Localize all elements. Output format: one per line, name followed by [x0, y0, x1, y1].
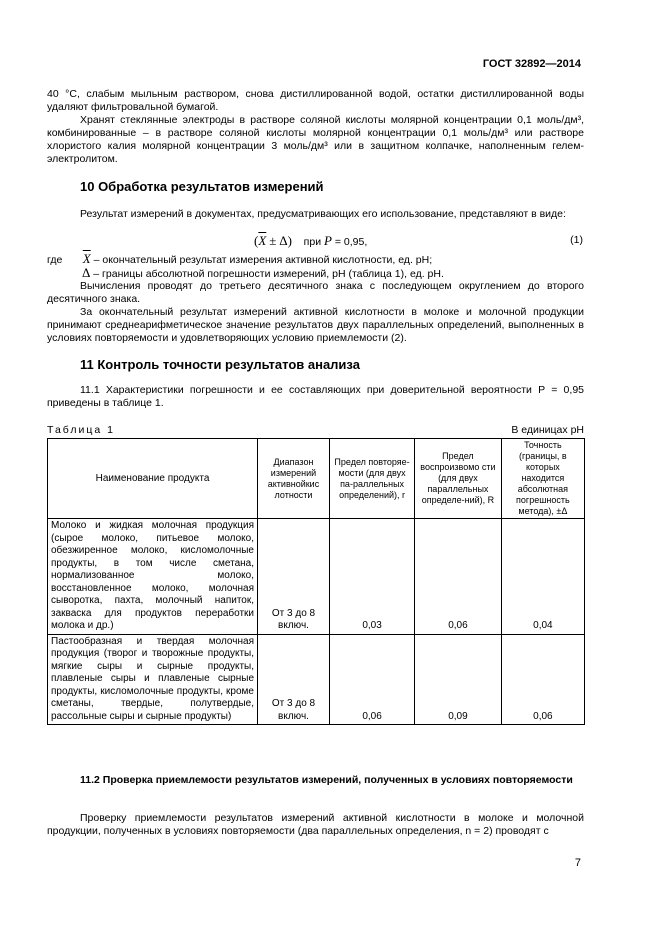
paragraph-rounding: Вычисления проводят до третьего десятичного знака с последующем округлением до второго десятичного знака. [47, 280, 584, 305]
section-10-title: 10 Обработка результатов измерений [80, 179, 324, 194]
cell-r: 0,03 [330, 519, 415, 635]
where-x-definition: – окончательный результат измерения активной кислотности, ед. рН; [93, 254, 433, 266]
section-11-2-title: 11.2 Проверка приемлемости результатов измерений, полученных в условиях повторяемости [80, 774, 573, 786]
document-header: ГОСТ 32892—2014 [482, 58, 581, 70]
header-range: Диапазон измерений активнойкис лотности [258, 439, 330, 519]
cell-product: Пастообразная и твердая молочная продукция (творог и творожные продукты, мягкие сыры и сырные продукты, плавленые сыры и плавленые сырные продукты, кисломолочные продукты, кроме сметаны, твердые, полутвердые, рассольные сыры и сырные продукты) [48, 634, 258, 725]
header-product: Наименование продукта [48, 439, 258, 519]
header-reproducibility: Предел воспроизвомо сти (для двух параллельных определе-ний), R [415, 439, 502, 519]
where-x-line [47, 252, 432, 267]
paragraph-acceptability-check: Проверку приемлемости результатов измерений активной кислотности в молоке и молочной продукции, полученных в условиях повторяемости (два параллельных определения, n = 2) проводят с [47, 812, 584, 837]
where-word: где [47, 254, 63, 266]
formula-1 [254, 234, 367, 249]
header-repeatability: Предел повторяе-мости (для двух па-раллельных определений), r [330, 439, 415, 519]
header-accuracy: Точность (границы, в которых находится абсолютная погрешность метода), ±Δ [501, 439, 584, 519]
where-delta-symbol: Δ [82, 265, 91, 280]
accuracy-table [47, 438, 585, 725]
table-unit: В единицах рН [511, 424, 584, 436]
formula-value: = 0,95, [334, 236, 368, 248]
formula-pm: ± [269, 233, 277, 248]
table-header-row [48, 439, 585, 519]
formula-pri: при [303, 236, 322, 248]
paragraph-characteristics: 11.1 Характеристики погрешности и ее составляющих при доверительной вероятности Р = 0,95 приведены в таблице 1. [47, 384, 584, 409]
cell-range: От 3 до 8 включ. [258, 519, 330, 635]
cell-product: Молоко и жидкая молочная продукция (сырое молоко, питьевое молоко, обезжиренное молоко, кисломолочные продукты, в том числе сметана, нормализованное молоко, восстановленное молоко, молочная сыворотка, пахта, молочный напиток, закваска для продуктов переработки молока и др.) [48, 519, 258, 635]
cell-delta: 0,06 [501, 634, 584, 725]
cell-r: 0,06 [330, 634, 415, 725]
cell-R: 0,06 [415, 519, 502, 635]
where-delta-line [82, 266, 444, 281]
table-row [48, 634, 585, 725]
cell-R: 0,09 [415, 634, 502, 725]
cell-range: От 3 до 8 включ. [258, 634, 330, 725]
cell-delta: 0,04 [501, 519, 584, 635]
table-caption: Таблица 1 [47, 424, 115, 436]
section-11-title: 11 Контроль точности результатов анализа [80, 357, 360, 372]
formula-close: ) [287, 233, 292, 248]
page-number: 7 [574, 857, 581, 869]
paragraph-cleaning: 40 °С, слабым мыльным раствором, снова дистиллированной водой, остатки дистиллированной воды удаляют фильтровальной бумагой. [47, 88, 584, 113]
formula-x: $\overline{X}$ [258, 233, 267, 248]
paragraph-storage: Хранят стеклянные электроды в растворе соляной кислоты молярной концентрации 0,1 моль/дм³, комбинированные – в растворе соляной кислоты молярной концентрации 0,1 моль/дм³ или растворе хлористого калия молярной концентрации 3 моль/дм³ или в защитном колпачке, наполненным гелем-электролитом. [47, 114, 584, 165]
paragraph-final-result: За окончательный результат измерений активной кислотности в молоке и молочной продукции принимают среднеарифметическое значение результатов двух параллельных определений, выполненных в условиях повторяемости и удовлетворяющих условию приемлемости (2). [47, 306, 584, 344]
paragraph-result-form: Результат измерений в документах, предусматривающих его использование, представляют в виде: [80, 208, 566, 220]
formula-number: (1) [570, 234, 583, 246]
table-row [48, 519, 585, 635]
formula-open: ( [254, 233, 259, 248]
where-delta-definition: – границы абсолютной погрешности измерений, рН (таблица 1), ед. рН. [93, 268, 444, 280]
where-x-symbol: $\overline{X}$ [82, 251, 91, 266]
formula-p: P [323, 233, 332, 248]
formula-delta: Δ [279, 233, 288, 248]
